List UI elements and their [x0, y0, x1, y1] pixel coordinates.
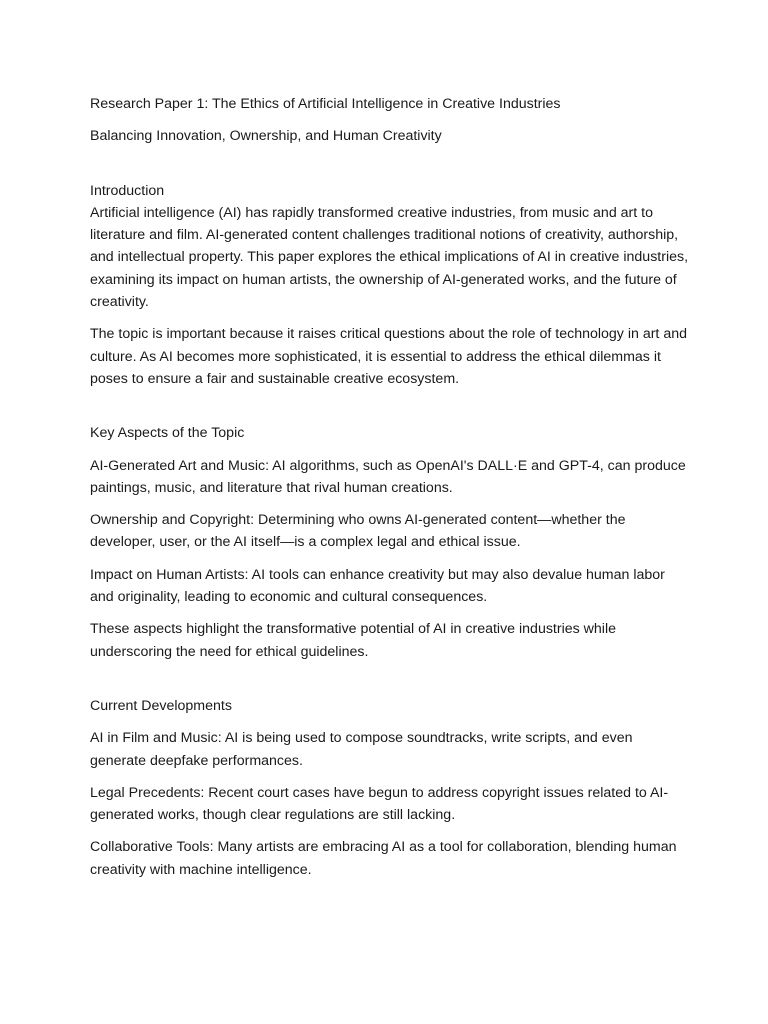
key-aspect-paragraph: Ownership and Copyright: Determining who owns AI-generated content—whether the developer, user, or the AI itself—is a complex legal and ethical issue. — [90, 512, 626, 551]
introduction-paragraph: The topic is important because it raises critical questions about the role of technology in art and culture. As AI becomes more sophisticated, it is essential to address the ethical dilemmas it poses to ensure a fair and sustainable creative ecosystem. — [90, 326, 687, 387]
development-paragraph: AI in Film and Music: AI is being used to compose soundtracks, write scripts, and even generate deepfake performances. — [90, 730, 633, 769]
introduction-paragraph: Artificial intelligence (AI) has rapidly transformed creative industries, from music and art to literature and film. AI-generated content challenges traditional notions of creativity, authorship, and intellectual property. This paper explores the ethical implications of AI in creative industries, examining its impact on human artists, the ownership of AI-generated works, and the future of creativity. — [90, 204, 689, 311]
development-paragraph: Collaborative Tools: Many artists are embracing AI as a tool for collaboration, blending human creativity with machine intelligence. — [90, 839, 677, 878]
introduction-section — [90, 180, 690, 391]
document-subtitle: Balancing Innovation, Ownership, and Human Creativity — [90, 128, 442, 145]
development-paragraph: Legal Precedents: Recent court cases have begun to address copyright issues related to AI-generated works, though clear regulations are still lacking. — [90, 784, 669, 824]
key-aspect-paragraph: Impact on Human Artists: AI tools can enhance creativity but may also devalue human labor and originality, leading to economic and cultural consequences. — [90, 566, 665, 606]
document-title: Research Paper 1: The Ethics of Artificial Intelligence in Creative Industries — [90, 96, 561, 112]
key-aspect-paragraph: AI-Generated Art and Music: AI algorithms, such as OpenAI's DALL·E and GPT-4, can produce paintings, music, and literature that rival human creations. — [90, 457, 686, 496]
current-developments-section — [90, 695, 690, 881]
key-aspects-section — [90, 422, 690, 663]
key-aspects-heading: Key Aspects of the Topic — [90, 425, 245, 442]
document-page — [90, 93, 690, 891]
current-developments-heading: Current Developments — [90, 697, 232, 714]
key-aspects-summary: These aspects highlight the transformative potential of AI in creative industries while underscoring the need for ethical guidelines. — [90, 621, 617, 660]
introduction-heading: Introduction — [90, 182, 165, 199]
